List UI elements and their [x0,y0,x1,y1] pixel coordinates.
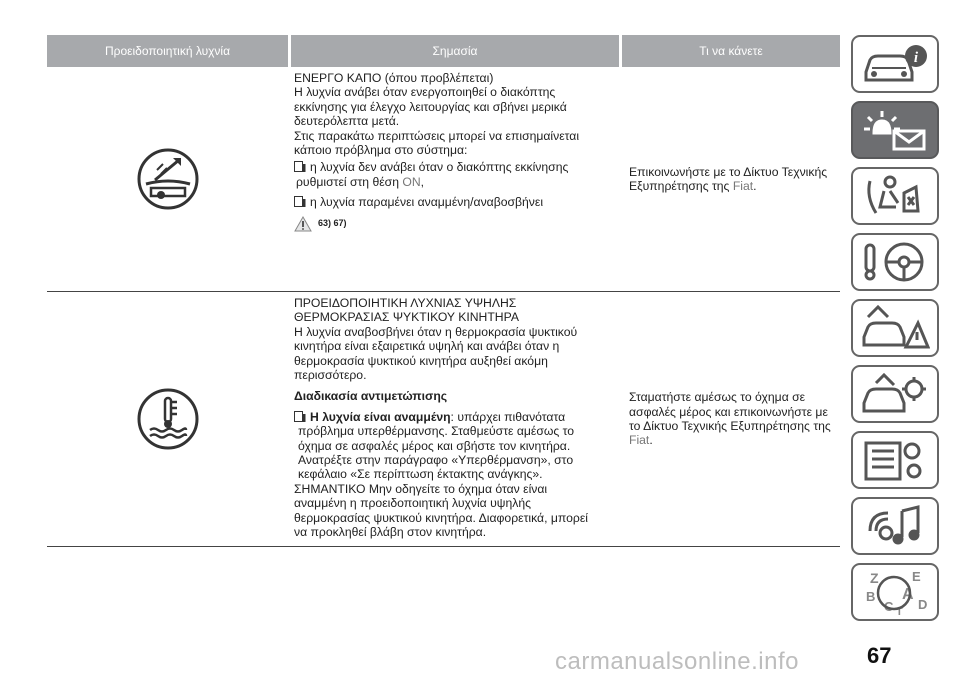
table-row-coolant-temp [47,292,840,547]
brand-name: Fiat [732,179,754,193]
watermark: carmanualsonline.info [555,648,799,675]
coolant-temperature-icon [133,384,203,454]
important-line: ΣΗΜΑΝΤΙΚΟ Μην οδηγείτε το όχημα όταν είναι [294,481,548,496]
starting-driving-icon [860,239,930,285]
reference-numbers: 63) 67) [318,218,347,229]
punctuation: . [649,433,653,448]
bullet-icon [294,411,306,423]
tab-emergency[interactable] [851,299,939,357]
brand-name: Fiat [629,433,650,448]
tab-maintenance[interactable] [851,365,939,423]
bullet-text: η λυχνία παραμένει αναμμένη/αναβοσβήνει [310,195,544,210]
tab-technical-data[interactable] [851,431,939,489]
bullet-text: : υπάρχει πιθανότατα [450,409,566,424]
meaning-line: ΠΡΟΕΙΔΟΠΟΙΗΤΙΚΗ ΛΥΧΝΙΑΣ ΥΨΗΛΗΣ [294,296,517,310]
bullet-line: Ανατρέξτε στην παράγραφο «Υπερθέρμανση», στο [298,453,574,468]
svg-text:C: C [884,599,894,614]
table-row-hood-open [47,67,840,292]
table-header [47,35,840,67]
bullet-text: ρυθμιστεί στη θέση [296,174,399,189]
meaning-line: δευτερόλεπτα μετά. [294,114,400,129]
action-cell [619,292,840,546]
bullet-line: όχημα σε ασφαλές μέρος και σβήστε τον κινητήρα. [298,438,571,453]
references [294,216,611,232]
bullet-line: πρόβλημα υπερθέρμανσης. Σταθμεύστε αμέσως το [298,424,575,439]
safety-icon [860,173,930,219]
meaning-cell [288,292,619,546]
multimedia-icon [860,503,930,549]
svg-text:E: E [912,569,921,584]
svg-text:B: B [866,589,876,604]
on-position: ON [402,174,421,189]
header-warning-light: Προειδοποιητική λυχνία [47,35,288,67]
bullet-line: κεφάλαιο «Σε περίπτωση έκτακτης ανάγκης». [298,467,543,482]
procedure-heading: Διαδικασία αντιμετώπισης [294,389,448,404]
meaning-line: κάποιο πρόβλημα στο σύστημα: [294,143,468,158]
maintenance-icon [860,371,930,417]
important-line: να προκληθεί βλάβη στον κινητήρα. [294,525,487,540]
action-text: Επικοινωνήστε με το Δίκτυο Τεχνικής Εξυπηρέτησης της [629,164,828,193]
header-meaning: Σημασία [288,35,619,67]
meaning-line: Η λυχνία ανάβει όταν ενεργοποιηθεί ο διακόπτης [294,85,556,100]
tab-starting-driving[interactable] [851,233,939,291]
meaning-line: Στις παρακάτω περιπτώσεις μπορεί να επισημαίνεται [294,128,580,143]
emergency-icon [860,305,930,351]
car-info-icon [860,42,930,86]
page-number: 67 [867,643,892,668]
tab-car-info[interactable] [851,35,939,93]
meaning-cell [288,67,619,291]
svg-text:T: T [896,606,903,617]
icon-cell [47,292,288,546]
action-text: Σταματήστε αμέσως το όχημα σε ασφαλές μέρος και επικοινωνήστε με το Δίκτυο Τεχνικής Εξυπηρέτησης της [629,390,831,433]
tab-warning-lights[interactable] [851,101,939,159]
warning-triangle-icon [294,216,312,232]
list-item [294,195,611,209]
icon-cell [47,67,288,291]
warning-lights-icon [860,107,930,153]
header-what-to-do: Τι να κάνετε [619,35,840,67]
hood-open-warning-icon [133,144,203,214]
svg-text:D: D [918,597,928,612]
warning-lights-table [47,35,840,547]
meaning-line: περισσότερο. [294,368,367,383]
index-icon [860,567,930,617]
list-item [294,410,611,424]
important-line: θερμοκρασίας ψυκτικού κινητήρα. Διαφορετικά, μπορεί [294,510,588,525]
meaning-line: Η λυχνία αναβοσβήνει όταν η θερμοκρασία ψυκτικού [294,324,578,339]
list-item [294,160,611,174]
tab-index[interactable] [851,563,939,621]
meaning-line: ΕΝΕΡΓΟ ΚΑΠΟ (όπου προβλέπεται) [294,71,494,85]
tab-safety[interactable] [851,167,939,225]
meaning-line: κινητήρα είναι εξαιρετικά υψηλή και ανάβει όταν η [294,339,560,354]
svg-text:Z: Z [870,570,879,586]
meaning-line: εκκίνησης για έλεγχο λειτουργίας και σβήνει μερικά [294,99,567,114]
bullet-icon [294,196,306,208]
punctuation: , [420,174,425,189]
bullet-text: η λυχνία δεν ανάβει όταν ο διακόπτης εκκίνησης [310,160,569,175]
meaning-line: θερμοκρασία ψυκτικού κινητήρα αυξηθεί ακόμη [294,353,548,368]
punctuation: . [753,179,757,193]
chapter-sidebar [851,35,947,629]
svg-text:A: A [902,586,914,603]
bullet-bold-text: Η λυχνία είναι αναμμένη [310,409,451,424]
tab-multimedia[interactable] [851,497,939,555]
technical-data-icon [860,437,930,483]
important-line: αναμμένη η προειδοποιητική λυχνία υψηλής [294,496,531,511]
meaning-line: ΘΕΡΜΟΚΡΑΣΙΑΣ ΨΥΚΤΙΚΟΥ ΚΙΝΗΤΗΡΑ [294,310,519,325]
action-cell [619,67,840,291]
bullet-icon [294,161,306,173]
svg-text:i: i [913,50,919,66]
